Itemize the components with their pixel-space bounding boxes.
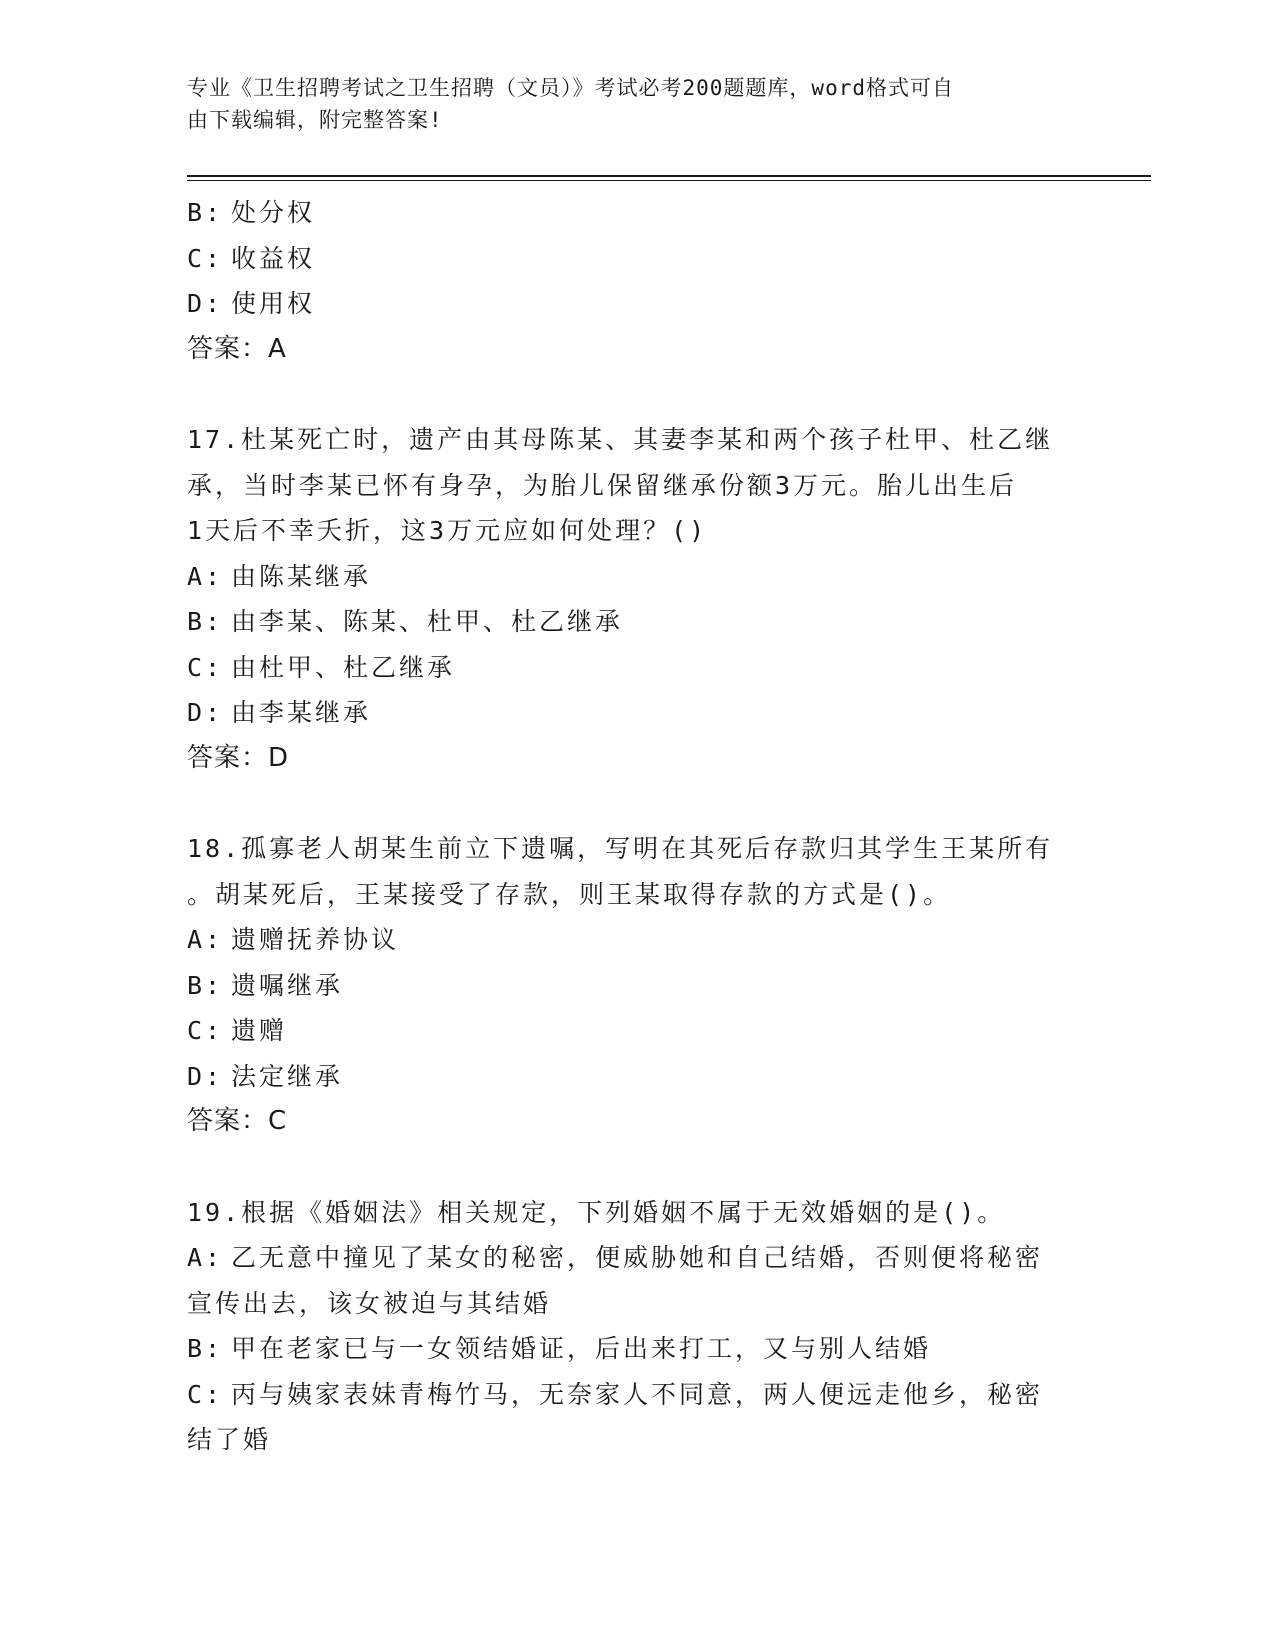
answer-line: 答案：A: [187, 333, 287, 364]
question-content: [187, 190, 1087, 1463]
header-divider-thin: [187, 180, 1151, 181]
question-18: [187, 826, 1087, 1145]
question-stem-line: 。胡某死后，王某接受了存款，则王某取得存款的方式是()。: [187, 879, 952, 909]
answer-line: 答案：C: [187, 1106, 288, 1136]
option-c: C: 遗赠: [187, 1016, 288, 1045]
spacer: [187, 781, 1087, 826]
option-b: B: 由李某、陈某、杜甲、杜乙继承: [187, 607, 624, 636]
question-stem-line: 17.杜某死亡时，遗产由其母陈某、其妻李某和两个孩子杜甲、杜乙继: [187, 425, 1054, 454]
header-divider-thick: [187, 175, 1151, 177]
option-c: C: 收益权: [187, 243, 316, 273]
question-17: [187, 417, 1087, 781]
question-19: [187, 1190, 1087, 1463]
spacer: [187, 372, 1087, 417]
option-a-continuation: 宣传出去，该女被迫与其结婚: [187, 1288, 552, 1318]
option-c: C: 由杜甲、杜乙继承: [187, 652, 456, 682]
option-a: A: 乙无意中撞见了某女的秘密，便威胁她和自己结婚，否则便将秘密: [187, 1243, 1044, 1272]
page-header: [187, 72, 1067, 136]
question-stem-line: 1天后不幸夭折，这3万元应如何处理？(): [187, 516, 708, 545]
option-b: B: 处分权: [187, 198, 316, 227]
option-c-continuation: 结了婚: [187, 1425, 272, 1454]
prev-question-block: [187, 190, 1087, 372]
option-c: C: 丙与姨家表妹青梅竹马，无奈家人不同意，两人便远走他乡，秘密: [187, 1379, 1044, 1409]
spacer: [187, 1145, 1087, 1190]
header-line-2: 由下载编辑，附完整答案!: [187, 108, 443, 132]
option-b: B: 甲在老家已与一女领结婚证，后出来打工，又与别人结婚: [187, 1334, 932, 1363]
option-d: D: 由李某继承: [187, 698, 372, 727]
header-line-1: 专业《卫生招聘考试之卫生招聘（文员）》考试必考200题题库，word格式可自: [187, 76, 954, 100]
option-d: D: 法定继承: [187, 1061, 344, 1091]
question-stem-line: 承，当时李某已怀有身孕，为胎儿保留继承份额3万元。胎儿出生后: [187, 470, 1018, 500]
question-stem-line: 18.孤寡老人胡某生前立下遗嘱，写明在其死后存款归其学生王某所有: [187, 834, 1054, 863]
option-a: A: 由陈某继承: [187, 561, 372, 591]
option-a: A: 遗赠抚养协议: [187, 925, 400, 954]
option-b: B: 遗嘱继承: [187, 970, 344, 1000]
answer-line: 答案：D: [187, 742, 290, 773]
question-stem-line: 19.根据《婚姻法》相关规定，下列婚姻不属于无效婚姻的是()。: [187, 1197, 1006, 1227]
option-d: D: 使用权: [187, 289, 316, 318]
